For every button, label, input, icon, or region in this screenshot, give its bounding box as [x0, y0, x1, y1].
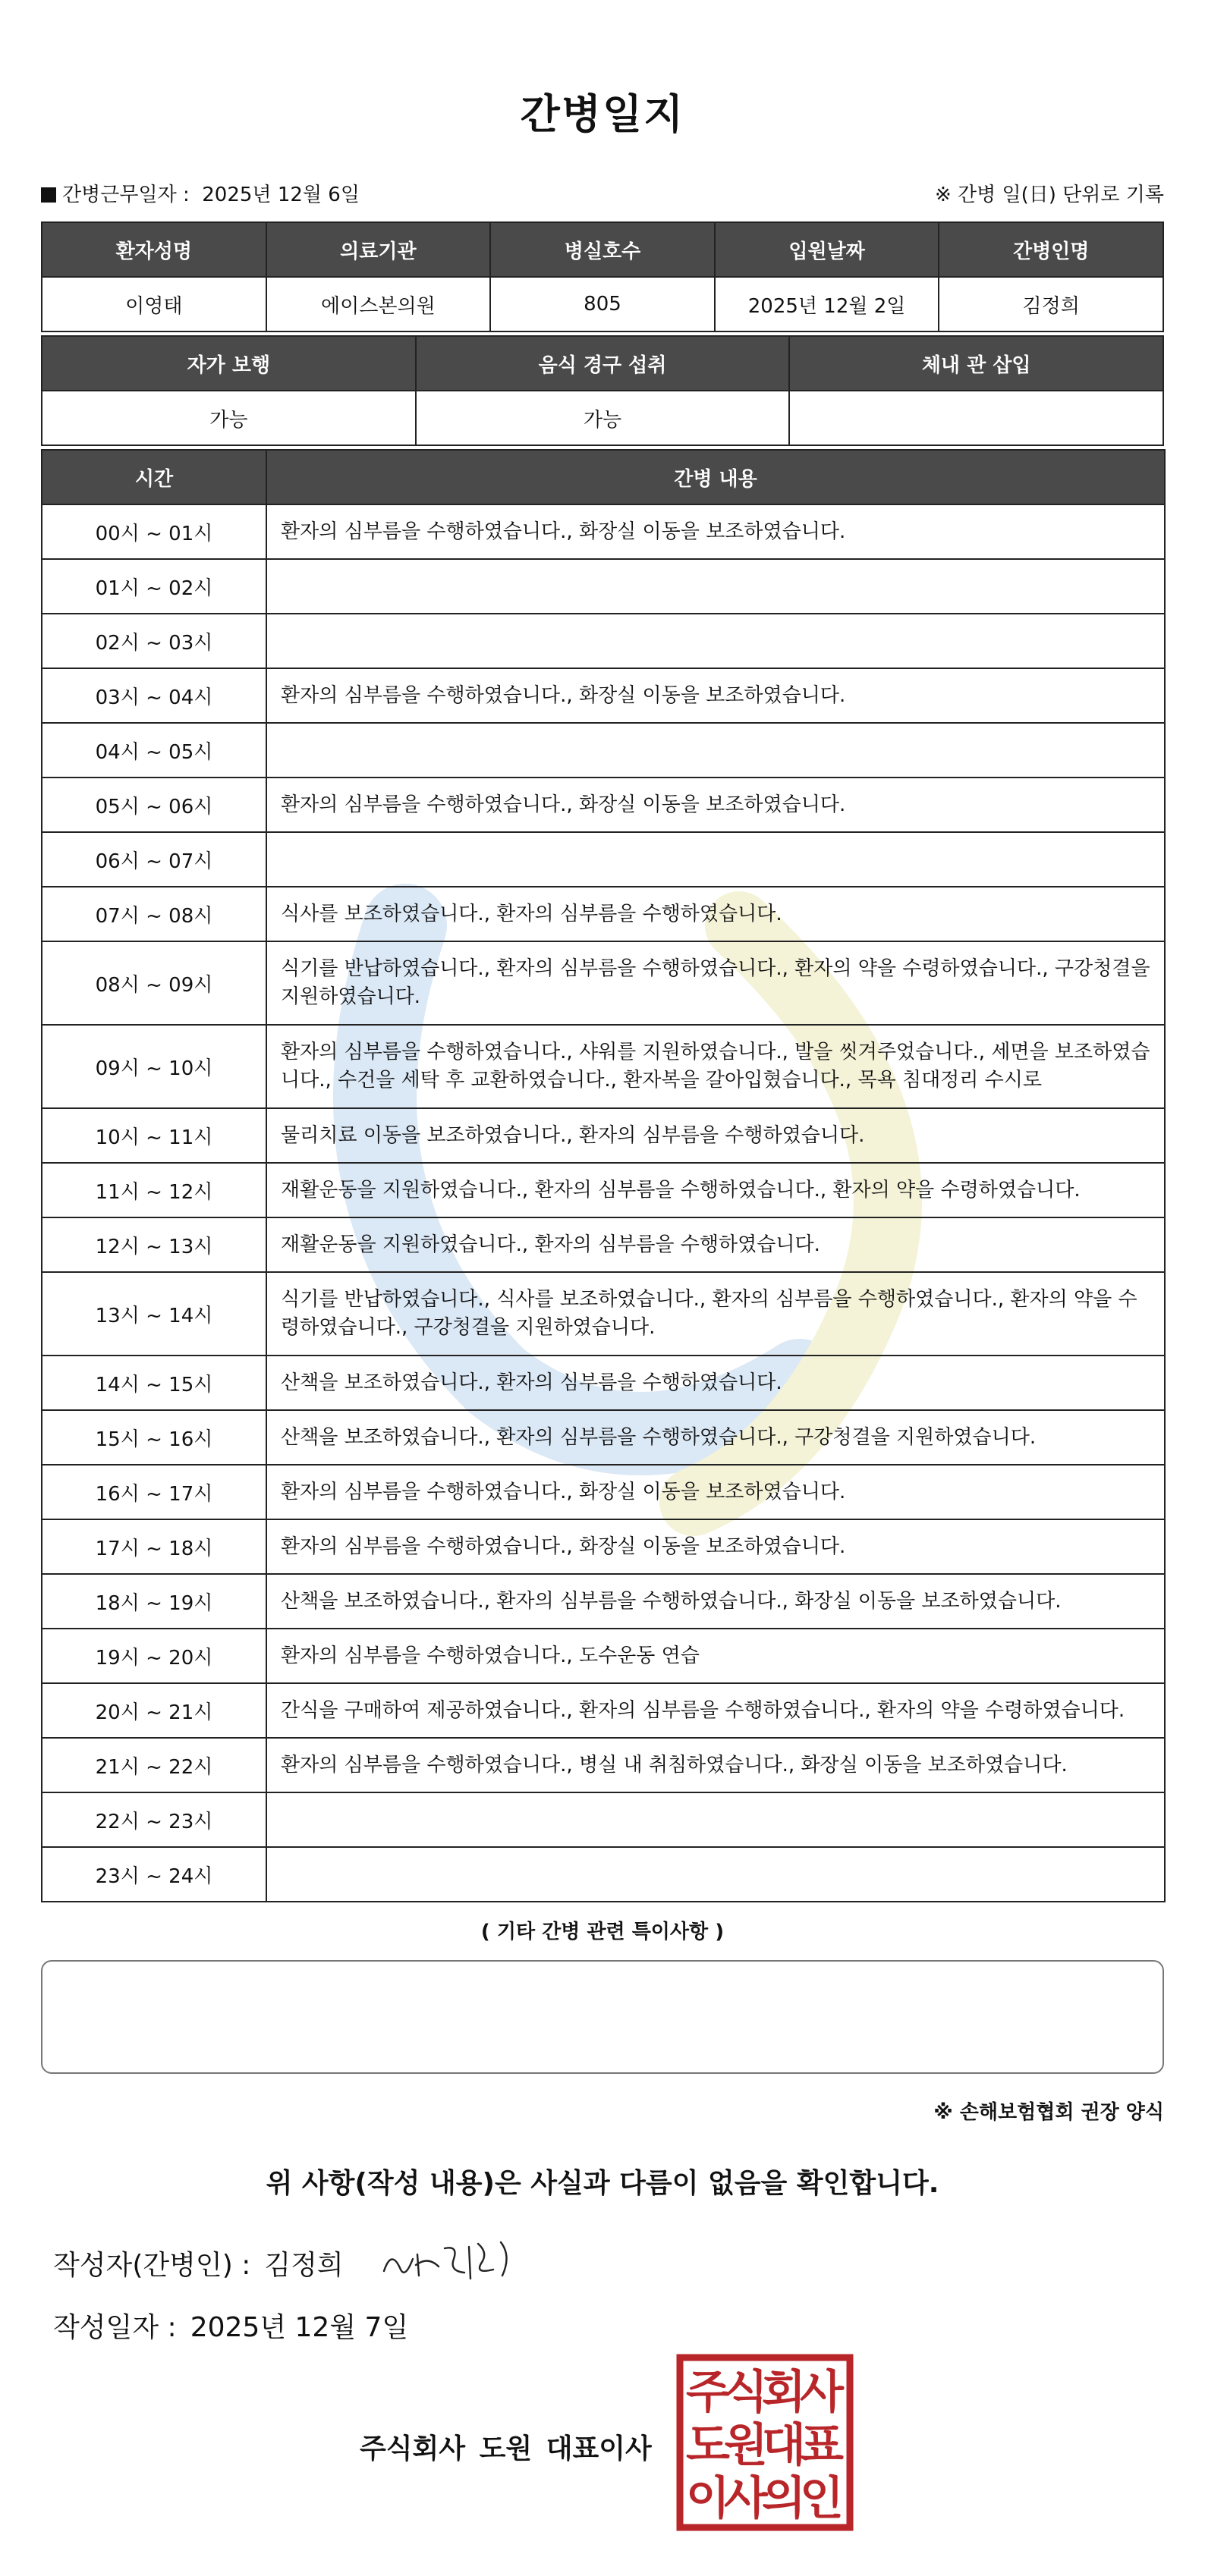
svg-text:도: 도 [686, 2419, 730, 2472]
table-row [42, 1272, 1165, 1356]
header-patient-name: 환자성명 [42, 222, 266, 277]
care-content: 환자의 심부름을 수행하였습니다., 화장실 이동을 보조하였습니다. [266, 1519, 1165, 1574]
care-content: 물리치료 이동을 보조하였습니다., 환자의 심부름을 수행하였습니다. [266, 1108, 1165, 1163]
table-row [42, 887, 1165, 941]
written-date-row [53, 2306, 408, 2345]
svg-text:인: 인 [800, 2472, 844, 2525]
daily-record-note: ※ 간병 일(日) 단위로 기록 [934, 184, 1164, 206]
care-content: 환자의 심부름을 수행하였습니다., 화장실 이동을 보조하였습니다. [266, 504, 1165, 559]
table-row [42, 504, 1165, 559]
time-slot: 16시 ~ 17시 [42, 1465, 266, 1519]
header-room-number: 병실호수 [490, 222, 715, 277]
care-content: 식기를 반납하였습니다., 환자의 심부름을 수행하였습니다., 환자의 약을 수령하였습니다., 구강청결을 지원하였습니다. [266, 941, 1165, 1025]
time-slot: 21시 ~ 22시 [42, 1738, 266, 1792]
header-oral-intake: 음식 경구 섭취 [416, 336, 790, 391]
admission-date: 2025년 12월 2일 [715, 277, 939, 331]
table-row [42, 1465, 1165, 1519]
writer-name: 김정희 [264, 2250, 344, 2281]
svg-text:회: 회 [762, 2366, 806, 2419]
confirmation-statement: 위 사항(작성 내용)은 사실과 다름이 없음을 확인합니다. [266, 2168, 939, 2199]
svg-text:원: 원 [724, 2419, 768, 2472]
tube-insertion [789, 391, 1163, 445]
svg-text:사: 사 [800, 2366, 844, 2419]
table-row [42, 832, 1165, 887]
header-caregiver-name: 간병인명 [939, 222, 1163, 277]
writer-row [53, 2244, 344, 2282]
care-content: 환자의 심부름을 수행하였습니다., 화장실 이동을 보조하였습니다. [266, 1465, 1165, 1519]
document-title: 간병일지 [520, 90, 685, 138]
table-row [42, 1519, 1165, 1574]
care-content: 간식을 구매하여 제공하였습니다., 환자의 심부름을 수행하였습니다., 환자의 약을 수령하였습니다. [266, 1683, 1165, 1738]
care-content: 환자의 심부름을 수행하였습니다., 화장실 이동을 보조하였습니다. [266, 778, 1165, 832]
care-content [266, 1847, 1165, 1902]
table-row [42, 559, 1165, 614]
header-self-walking: 자가 보행 [42, 336, 416, 391]
time-slot: 18시 ~ 19시 [42, 1574, 266, 1629]
table-row [42, 1025, 1165, 1108]
special-notes-box [41, 1960, 1164, 2074]
care-content: 산책을 보조하였습니다., 환자의 심부름을 수행하였습니다., 구강청결을 지원하였습니다. [266, 1410, 1165, 1465]
time-slot: 10시 ~ 11시 [42, 1108, 266, 1163]
table-row [42, 1356, 1165, 1410]
recommended-form-note: ※ 손해보험협회 권장 양식 [933, 2101, 1164, 2124]
care-content: 환자의 심부름을 수행하였습니다., 화장실 이동을 보조하였습니다. [266, 668, 1165, 723]
time-slot: 03시 ~ 04시 [42, 668, 266, 723]
svg-text:이: 이 [686, 2472, 730, 2525]
care-content: 환자의 심부름을 수행하였습니다., 병실 내 취침하였습니다., 화장실 이동을 보조하였습니다. [266, 1738, 1165, 1792]
square-bullet-icon [41, 187, 56, 203]
table-row [42, 1683, 1165, 1738]
svg-text:사: 사 [724, 2472, 768, 2525]
table-row [42, 1574, 1165, 1629]
patient-status-table [41, 335, 1164, 446]
care-content [266, 1792, 1165, 1847]
table-row [42, 668, 1165, 723]
svg-text:대: 대 [762, 2419, 806, 2472]
time-slot: 22시 ~ 23시 [42, 1792, 266, 1847]
svg-text:주: 주 [686, 2366, 730, 2419]
work-date-label: 간병근무일자 : [62, 184, 190, 206]
writer-label: 작성자(간병인) : [53, 2250, 251, 2281]
time-slot: 13시 ~ 14시 [42, 1272, 266, 1356]
header-hospital: 의료기관 [266, 222, 491, 277]
work-date-row [41, 179, 360, 207]
header-care-content: 간병 내용 [266, 450, 1165, 504]
patient-info-table [41, 221, 1164, 332]
oral-intake: 가능 [416, 391, 790, 445]
time-slot: 07시 ~ 08시 [42, 887, 266, 941]
table-row [42, 1629, 1165, 1683]
time-slot: 02시 ~ 03시 [42, 614, 266, 668]
time-slot: 14시 ~ 15시 [42, 1356, 266, 1410]
table-row [42, 1163, 1165, 1217]
header-admission-date: 입원날짜 [715, 222, 939, 277]
care-content [266, 559, 1165, 614]
patient-name: 이영태 [42, 277, 266, 331]
table-row [42, 1108, 1165, 1163]
svg-text:의: 의 [762, 2472, 806, 2525]
handwritten-signature [375, 2226, 527, 2294]
table-row [42, 1217, 1165, 1272]
time-slot: 19시 ~ 20시 [42, 1629, 266, 1683]
time-slot: 09시 ~ 10시 [42, 1025, 266, 1108]
care-content [266, 614, 1165, 668]
care-content: 식기를 반납하였습니다., 식사를 보조하였습니다., 환자의 심부름을 수행하였습니다., 환자의 약을 수령하였습니다., 구강청결을 지원하였습니다. [266, 1272, 1165, 1356]
table-row [42, 941, 1165, 1025]
header-tube-insertion: 체내 관 삽입 [789, 336, 1163, 391]
self-walking: 가능 [42, 391, 416, 445]
company-representative: 주식회사 도원 대표이사 [360, 2433, 652, 2464]
room-number: 805 [490, 277, 715, 331]
special-notes-label: ( 기타 간병 관련 특이사항 ) [480, 1921, 725, 1943]
table-row [42, 723, 1165, 778]
care-content: 환자의 심부름을 수행하였습니다., 샤워를 지원하였습니다., 발을 씻겨주었습니다., 세면을 보조하였습니다., 수건을 세탁 후 교환하였습니다., 환자복을 갈아입혔습니다., 목욕 침대정리 수시로 [266, 1025, 1165, 1108]
work-date-value: 2025년 12월 6일 [202, 184, 360, 206]
time-slot: 04시 ~ 05시 [42, 723, 266, 778]
care-log-table [41, 449, 1166, 1902]
table-row [42, 1410, 1165, 1465]
written-date-label: 작성일자 : [53, 2312, 177, 2343]
table-row [42, 1738, 1165, 1792]
care-content: 환자의 심부름을 수행하였습니다., 도수운동 연습 [266, 1629, 1165, 1683]
time-slot: 08시 ~ 09시 [42, 941, 266, 1025]
table-row [42, 1847, 1165, 1902]
caregiver-name: 김정희 [939, 277, 1163, 331]
table-row [42, 614, 1165, 668]
time-slot: 01시 ~ 02시 [42, 559, 266, 614]
header-time: 시간 [42, 450, 266, 504]
time-slot: 11시 ~ 12시 [42, 1163, 266, 1217]
time-slot: 15시 ~ 16시 [42, 1410, 266, 1465]
care-content: 재활운동을 지원하였습니다., 환자의 심부름을 수행하였습니다. [266, 1217, 1165, 1272]
care-content [266, 723, 1165, 778]
care-content: 산책을 보조하였습니다., 환자의 심부름을 수행하였습니다., 화장실 이동을 보조하였습니다. [266, 1574, 1165, 1629]
care-content: 재활운동을 지원하였습니다., 환자의 심부름을 수행하였습니다., 환자의 약을 수령하였습니다. [266, 1163, 1165, 1217]
written-date-value: 2025년 12월 7일 [190, 2312, 409, 2343]
care-content: 식사를 보조하였습니다., 환자의 심부름을 수행하였습니다. [266, 887, 1165, 941]
svg-text:식: 식 [724, 2366, 768, 2419]
table-row [42, 1792, 1165, 1847]
care-content: 산책을 보조하였습니다., 환자의 심부름을 수행하였습니다. [266, 1356, 1165, 1410]
time-slot: 06시 ~ 07시 [42, 832, 266, 887]
time-slot: 05시 ~ 06시 [42, 778, 266, 832]
care-content [266, 832, 1165, 887]
svg-text:표: 표 [800, 2419, 844, 2472]
time-slot: 23시 ~ 24시 [42, 1847, 266, 1902]
time-slot: 12시 ~ 13시 [42, 1217, 266, 1272]
time-slot: 00시 ~ 01시 [42, 504, 266, 559]
time-slot: 20시 ~ 21시 [42, 1683, 266, 1738]
company-seal-stamp [675, 2353, 854, 2532]
table-row [42, 778, 1165, 832]
time-slot: 17시 ~ 18시 [42, 1519, 266, 1574]
hospital: 에이스본의원 [266, 277, 491, 331]
